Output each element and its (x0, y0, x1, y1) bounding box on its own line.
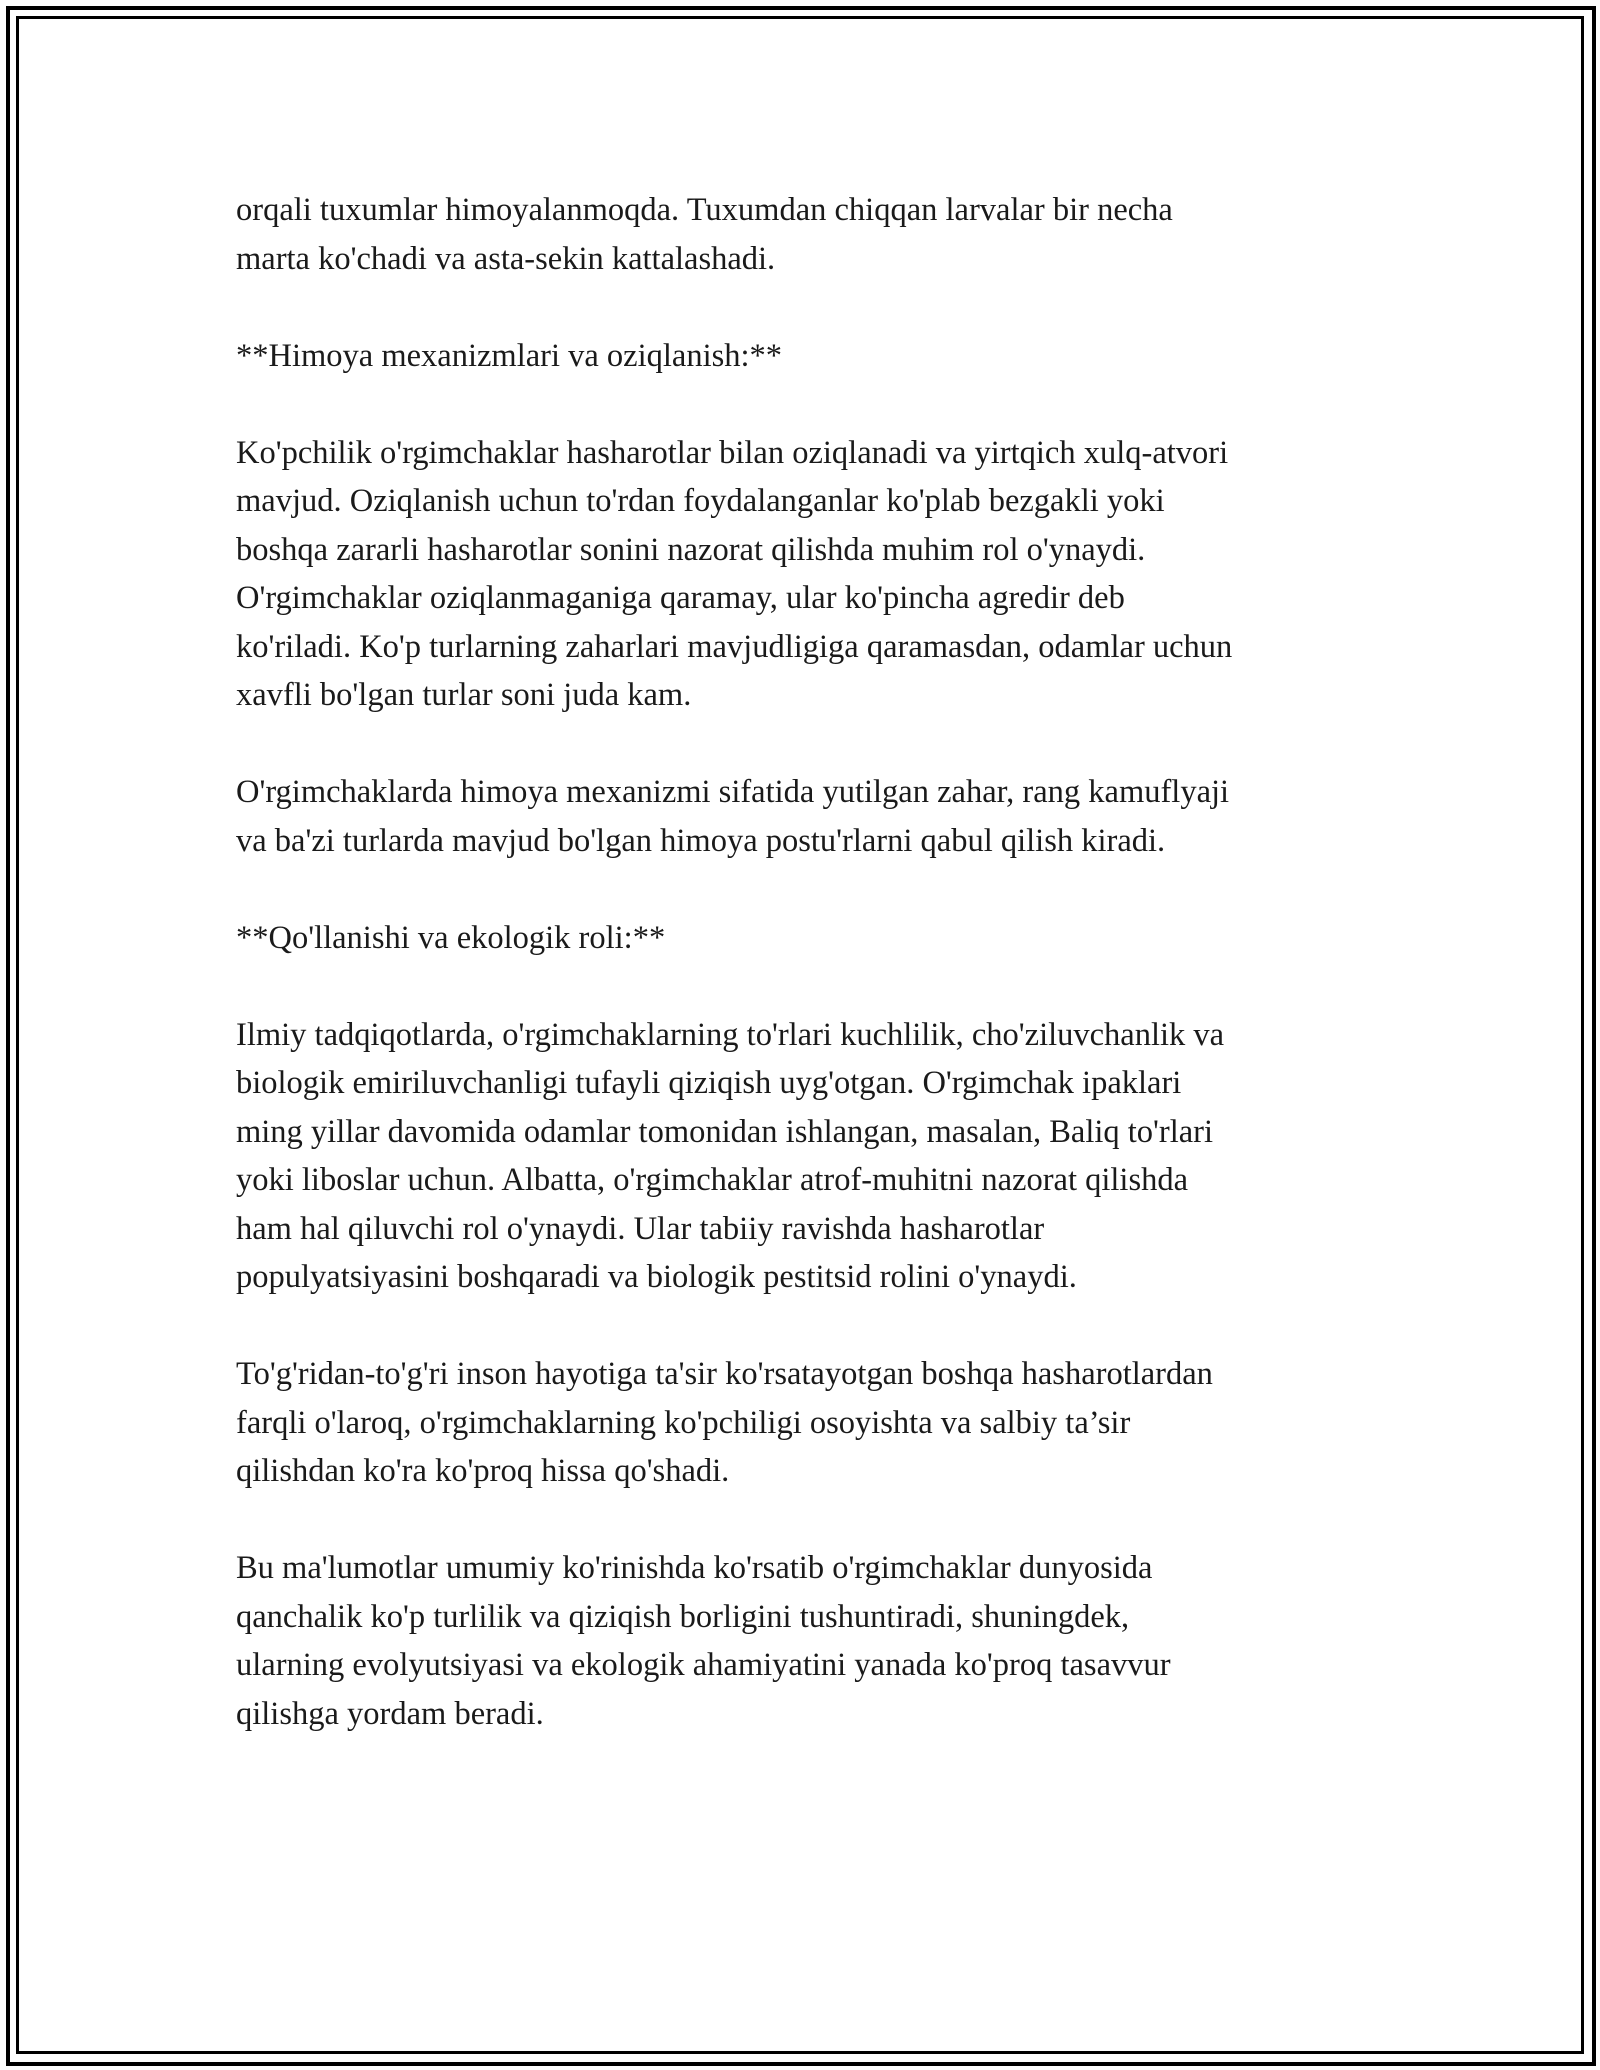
text-line: marta ko'chadi va asta-sekin kattalashadi. (236, 240, 776, 277)
text-line: farqli o'laroq, o'rgimchaklarning ko'pchiligi osoyishta va salbiy ta’sir (236, 1404, 1131, 1441)
text-line: O'rgimchaklarda himoya mexanizmi sifatida yutilgan zahar, rang kamuflyaji (236, 774, 1230, 810)
text-line: va ba'zi turlarda mavjud bo'lgan himoya postu'rlarni qabul qilish kiradi. (236, 822, 1166, 859)
text-line: O'rgimchaklar oziqlanmaganiga qaramay, ular ko'pincha agredir deb (236, 580, 1125, 616)
section-heading: **Qo'llanishi va ekologik roli:** (236, 919, 666, 956)
paragraph-defense (236, 768, 1376, 865)
text-line: boshqa zararli hasharotlar sonini nazorat qilishda muhim rol o'ynaydi. (236, 531, 1146, 568)
text-line: Bu ma'lumotlar umumiy ko'rinishda ko'rsatib o'rgimchaklar dunyosida (236, 1550, 1153, 1586)
paragraph-feeding (236, 429, 1376, 720)
paragraph-research (236, 1011, 1376, 1302)
text-line: mavjud. Oziqlanish uchun to'rdan foydalanganlar ko'plab bezgakli yoki (236, 483, 1165, 519)
section-heading: **Himoya mexanizmlari va oziqlanish:** (236, 337, 783, 374)
text-line: Ilmiy tadqiqotlarda, o'rgimchaklarning to'rlari kuchlilik, cho'ziluvchanlik va (236, 1016, 1225, 1053)
text-line: qanchalik ko'p turlilik va qiziqish borligini tushuntiradi, shuningdek, (236, 1598, 1130, 1635)
document-body (236, 186, 1376, 1787)
heading-use-ecology (236, 914, 1376, 963)
text-line: To'g'ridan-to'g'ri inson hayotiga ta'sir ko'rsatayotgan boshqa hasharotlardan (236, 1356, 1213, 1392)
text-line: ming yillar davomida odamlar tomonidan ishlangan, masalan, Baliq to'rlari (236, 1113, 1214, 1150)
text-line: yoki liboslar uchun. Albatta, o'rgimchaklar atrof-muhitni nazorat qilishda (236, 1162, 1189, 1198)
text-line: qilishga yordam beradi. (236, 1695, 544, 1732)
text-line: populyatsiyasini boshqaradi va biologik pestitsid rolini o'ynaydi. (236, 1259, 1077, 1295)
text-line: ko'riladi. Ko'p turlarning zaharlari mavjudligiga qaramasdan, odamlar uchun (236, 628, 1233, 665)
text-line: xavfli bo'lgan turlar soni juda kam. (236, 677, 692, 713)
paragraph-eggs-larvae (236, 186, 1376, 283)
text-line: Ko'pchilik o'rgimchaklar hasharotlar bilan oziqlanadi va yirtqich xulq-atvori (236, 434, 1229, 471)
paragraph-comparison (236, 1350, 1376, 1496)
heading-defense-feeding (236, 332, 1376, 381)
text-line: ularning evolyutsiyasi va ekologik ahamiyatini yanada ko'proq tasavvur (236, 1647, 1171, 1683)
text-line: qilishdan ko'ra ko'proq hissa qo'shadi. (236, 1453, 730, 1489)
paragraph-conclusion (236, 1544, 1376, 1738)
text-line: biologik emiriluvchanligi tufayli qiziqish uyg'otgan. O'rgimchak ipaklari (236, 1065, 1182, 1101)
text-line: ham hal qiluvchi rol o'ynaydi. Ular tabiiy ravishda hasharotlar (236, 1210, 1045, 1247)
text-line: orqali tuxumlar himoyalanmoqda. Tuxumdan chiqqan larvalar bir necha (236, 192, 1173, 228)
